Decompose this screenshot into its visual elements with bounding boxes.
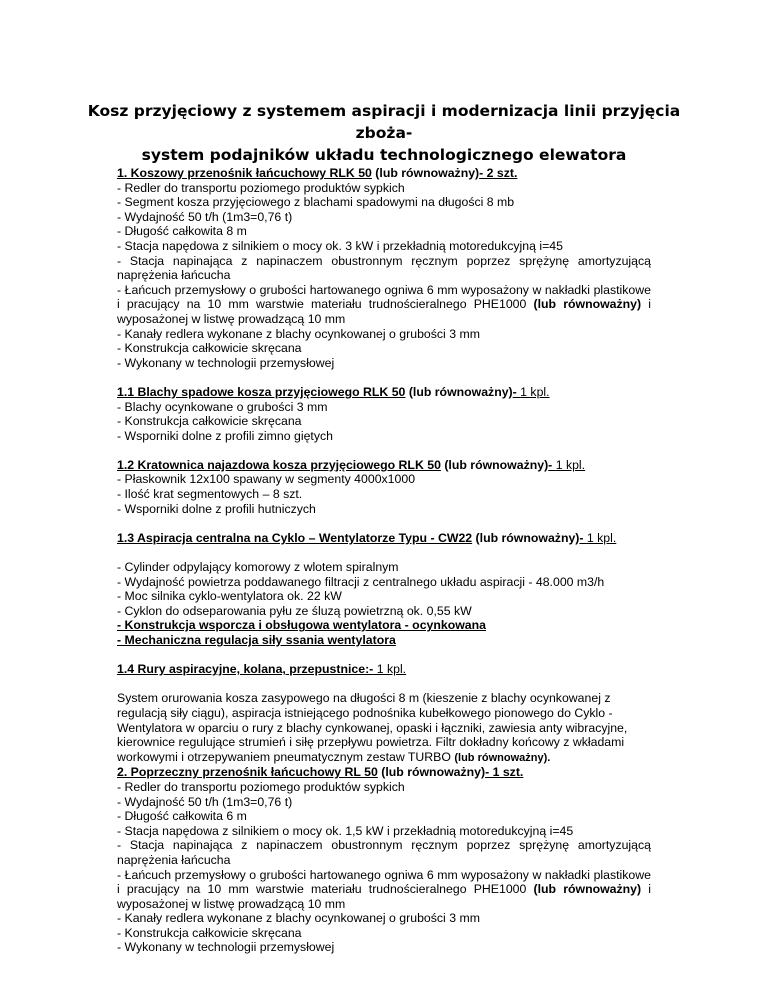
list-item: - Moc silnika cyklo-wentylatora ok. 22 kW bbox=[117, 589, 342, 604]
list-item: - Wydajność 50 t/h (1m3=0,76 t) bbox=[117, 209, 293, 224]
section-1-3-heading: 1.3 Aspiracja centralna na Cyklo – Wentylatorze Typu - CW22 (lub równoważny)- 1 kpl. bbox=[117, 530, 617, 545]
list-item: - Konstrukcja całkowicie skręcana bbox=[117, 414, 302, 429]
list-item: - Kanały redlera wykonane z blachy ocynkowanej o grubości 3 mm bbox=[117, 326, 480, 341]
section-1-2-heading: 1.2 Kratownica najazdowa kosza przyjęciowego RLK 50 (lub równoważny)- 1 kpl. bbox=[117, 457, 586, 472]
list-item: - Stacja napędowa z silnikiem o mocy ok. 1,5 kW i przekładnią motoredukcyjną i=45 bbox=[117, 823, 574, 838]
list-item: - Wykonany w technologii przemysłowej bbox=[117, 355, 335, 370]
section-1-4-heading: 1.4 Rury aspiracyjne, kolana, przepustnice:- 1 kpl. bbox=[117, 662, 407, 677]
list-item: - Wydajność powietrza poddawanego filtracji z centralnego układu aspiracji - 48.000 m3/h bbox=[117, 574, 605, 589]
list-item: - Ilość krat segmentowych – 8 szt. bbox=[117, 487, 303, 502]
list-item: - Wsporniki dolne z profili zimno giętych bbox=[117, 428, 333, 443]
list-item: - Stacja napędowa z silnikiem o mocy ok. 3 kW i przekładnią motoredukcyjną i=45 bbox=[117, 238, 563, 253]
list-item: - Blachy ocynkowane o grubości 3 mm bbox=[117, 399, 328, 414]
list-item: - Wykonany w technologii przemysłowej bbox=[117, 940, 335, 955]
title-line-1: Kosz przyjęciowy z systemem aspiracji i modernizacja linii przyjęcia zboża- bbox=[87, 102, 681, 142]
list-item: - Stacja napinająca z napinaczem obustronnym ręcznym poprzez sprężynę amortyzującą naprężenia łańcucha bbox=[117, 838, 651, 867]
list-item: - Cylinder odpylający komorowy z wlotem spiralnym bbox=[117, 560, 399, 575]
list-item: - Długość całkowita 6 m bbox=[117, 809, 247, 824]
section-1-1-heading: 1.1 Blachy spadowe kosza przyjęciowego RLK 50 (lub równoważny)- 1 kpl. bbox=[117, 384, 550, 399]
list-item: - Stacja napinająca z napinaczem obustronnym ręcznym poprzez sprężynę amortyzującą naprężenia łańcucha bbox=[117, 253, 651, 283]
title-line-2: system podajników układu technologicznego elewatora bbox=[141, 146, 627, 164]
section-1-4-paragraph: System orurowania kosza zasypowego na długości 8 m (kieszenie z blachy ocynkowanej z regulacją siły ciągu), aspiracja istniejącego podnośnika kubełkowego pionowego do Cyklo - Wentylatora w oparciu o rury z blachy cynkowanej, opaski i łączniki, zawiesia anty wibracyjne, kierownice regulujące strumień i siłę przepływu powietrza. Filtr dokładny końcowy z wkładami workowymi i otrzepywaniem pneumatycznym zestaw TURBO (lub równoważny). bbox=[117, 691, 628, 764]
list-item: - Płaskownik 12x100 spawany w segmenty 4000x1000 bbox=[117, 472, 416, 487]
list-item: - Mechaniczna regulacja siły ssania wentylatora bbox=[117, 633, 396, 647]
list-item: - Redler do transportu poziomego produktów sypkich bbox=[117, 779, 405, 794]
list-item: - Wydajność 50 t/h (1m3=0,76 t) bbox=[117, 794, 293, 809]
list-item: - Wsporniki dolne z profili hutniczych bbox=[117, 501, 316, 516]
list-item: - Redler do transportu poziomego produktów sypkich bbox=[117, 180, 405, 195]
section-2-heading: 2. Poprzeczny przenośnik łańcuchowy RL 50 (lub równoważny)- 1 szt. bbox=[117, 765, 524, 780]
list-item: - Konstrukcja całkowicie skręcana bbox=[117, 341, 302, 356]
document-title bbox=[80, 100, 688, 166]
document-body bbox=[117, 166, 651, 955]
list-item: - Długość całkowita 8 m bbox=[117, 224, 247, 239]
list-item: - Kanały redlera wykonane z blachy ocynkowanej o grubości 3 mm bbox=[117, 911, 480, 926]
list-item: - Cyklon do odseparowania pyłu ze śluzą powietrzną ok. 0,55 kW bbox=[117, 603, 472, 618]
list-item: - Konstrukcja wsporcza i obsługowa wentylatora - ocynkowana bbox=[117, 618, 486, 633]
list-item: - Segment kosza przyjęciowego z blachami spadowymi na długości 8 mb bbox=[117, 195, 515, 210]
list-item: - Łańcuch przemysłowy o grubości hartowanego ogniwa 6 mm wyposażony w nakładki plastikowe i pracujący na 10 mm warstwie materiału trudnościeralnego PHE1000 (lub równoważny) i wyposażonej w listwę prowadzącą 10 mm bbox=[117, 282, 651, 326]
section-1-heading: 1. Koszowy przenośnik łańcuchowy RLK 50 (lub równoważny)- 2 szt. bbox=[117, 166, 518, 180]
list-item: - Konstrukcja całkowicie skręcana bbox=[117, 925, 302, 940]
list-item: - Łańcuch przemysłowy o grubości hartowanego ogniwa 6 mm wyposażony w nakładki plastikowe i pracujący na 10 mm warstwie materiału trudnościeralnego PHE1000 (lub równoważny) i wyposażonej w listwę prowadzącą 10 mm bbox=[117, 867, 651, 911]
